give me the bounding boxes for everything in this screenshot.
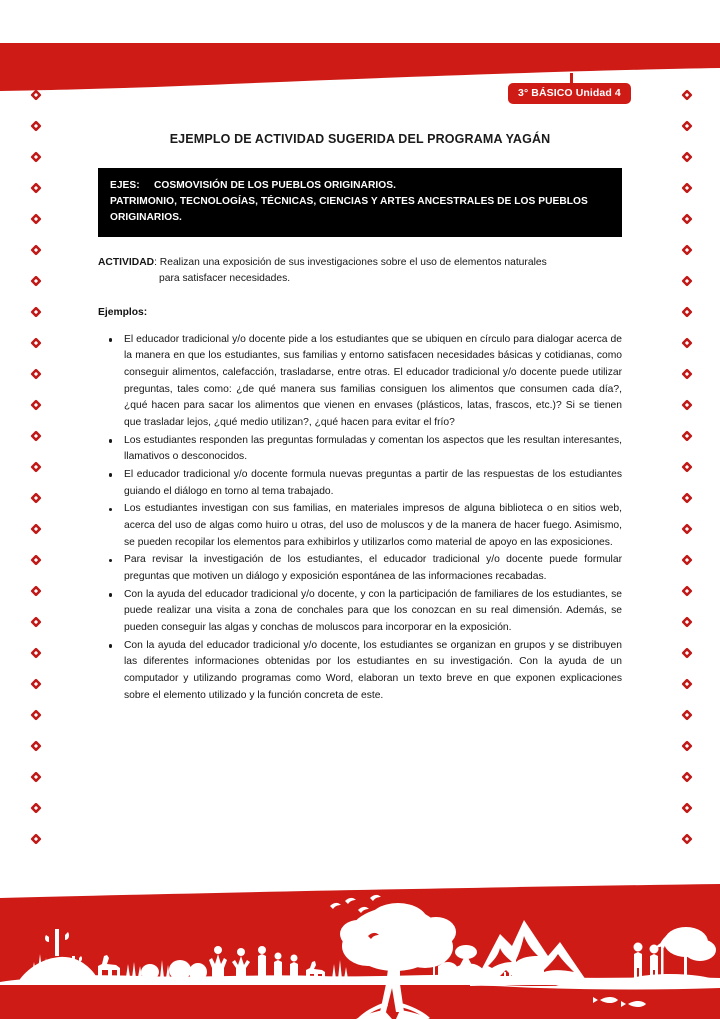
diamond-icon bbox=[682, 646, 693, 659]
document-content bbox=[98, 120, 622, 705]
diamond-icon bbox=[682, 801, 693, 814]
diamond-icon bbox=[682, 367, 693, 380]
landscape-silhouette bbox=[0, 884, 720, 1019]
diamond-icon bbox=[31, 522, 42, 535]
diamond-icon bbox=[31, 212, 42, 225]
diamond-icon bbox=[31, 88, 42, 101]
diamond-icon bbox=[682, 584, 693, 597]
diamond-icon bbox=[31, 739, 42, 752]
ejes-black-box bbox=[98, 168, 622, 237]
diamond-icon bbox=[31, 801, 42, 814]
diamond-icon bbox=[31, 460, 42, 473]
diamond-icon bbox=[682, 832, 693, 845]
diamond-icon bbox=[31, 770, 42, 783]
diamond-icon bbox=[682, 181, 693, 194]
list-item: El educador tradicional y/o docente pide a los estudiantes que se ubiquen en círculo para dialogar acerca de la manera en que los estudiantes, sus familias y entorno satisfacen necesidades básicas y cotidianas, como conseguir alimentos, calefacción, trasladarse, entre otras. El educador tradicional y/o docente puede utilizar preguntas, tales como: ¿de qué manera sus familias consiguen los alimentos que consumen cada día?, ¿qué hacen para sacar los alimentos que vienen en envases (plásticos, latas, frascos, etc.)? Si se tienen que trasladar lejos, ¿qué medio utilizan?, ¿qué hacen para evitar el frío? bbox=[124, 332, 622, 432]
diamond-icon bbox=[682, 336, 693, 349]
diamond-icon bbox=[682, 460, 693, 473]
diamond-icon bbox=[31, 181, 42, 194]
diamond-icon bbox=[682, 491, 693, 504]
list-item: Los estudiantes investigan con sus familias, en materiales impresos de alguna biblioteca o en sitios web, acerca del uso de algas como huiro u otras, del uso de moluscos y de la manera de hacer fuego. Asimismo, se pueden recopilar los elementos para exhibirlos y utilizarlos como material de apoyo en las exposiciones. bbox=[124, 501, 622, 551]
diamond-icon bbox=[31, 677, 42, 690]
diamond-icon bbox=[31, 150, 42, 163]
diamond-icon bbox=[682, 429, 693, 442]
diamond-icon bbox=[31, 367, 42, 380]
list-item: Para revisar la investigación de los estudiantes, el educador tradicional y/o docente puede formular preguntas que motiven un diálogo y exposición espontánea de las informaciones recabadas. bbox=[124, 552, 622, 585]
diamond-icon bbox=[682, 274, 693, 287]
diamond-icon bbox=[682, 739, 693, 752]
diamond-icon bbox=[31, 553, 42, 566]
diamond-icon bbox=[31, 336, 42, 349]
diamond-icon bbox=[682, 615, 693, 628]
diamond-icon bbox=[31, 429, 42, 442]
diamond-icon bbox=[31, 305, 42, 318]
diamond-icon bbox=[682, 708, 693, 721]
page-title: EJEMPLO DE ACTIVIDAD SUGERIDA DEL PROGRAMA YAGÁN bbox=[169, 132, 551, 146]
diamond-icon bbox=[682, 88, 693, 101]
grade-unit-badge: 3° BÁSICO Unidad 4 bbox=[508, 83, 631, 104]
activity-label: ACTIVIDAD bbox=[98, 257, 155, 269]
ejes-second-line: PATRIMONIO, TECNOLOGÍAS, TÉCNICAS, CIENCIAS Y ARTES ANCESTRALES DE LOS PUEBLOS ORIGINARIOS. bbox=[110, 196, 588, 224]
diamond-icon bbox=[682, 770, 693, 783]
list-item: El educador tradicional y/o docente formula nuevas preguntas a partir de las respuestas de los estudiantes guiando el diálogo en torno al tema trabajado. bbox=[124, 467, 622, 500]
list-item: Con la ayuda del educador tradicional y/o docente, los estudiantes se organizan en grupos y se distribuyen las diferentes informaciones obtenidas por los estudiantes en su investigación. Con la ayuda de un computador y utilizando programas como Word, elaboran un texto breve en que exponen explicaciones sobre el elemento utilizado y la función concreta de este. bbox=[124, 638, 622, 705]
list-item: Los estudiantes responden las preguntas formuladas y comentan los aspectos que les resultan interesantes, llamativos o desconocidos. bbox=[124, 433, 622, 466]
diamond-icon bbox=[31, 832, 42, 845]
examples-list bbox=[98, 332, 622, 705]
diamond-icon bbox=[31, 615, 42, 628]
diamond-icon bbox=[31, 646, 42, 659]
diamond-icon bbox=[31, 708, 42, 721]
diamond-icon bbox=[682, 243, 693, 256]
diamond-icon bbox=[31, 584, 42, 597]
examples-heading: Ejemplos: bbox=[98, 306, 148, 318]
activity-paragraph bbox=[98, 255, 622, 286]
list-item: Con la ayuda del educador tradicional y/o docente, y con la participación de familiares de los estudiantes, se puede realizar una visita a zona de conchales para que los conozcan en su real dimensión. Además, se pueden conseguir las algas y conchas de moluscos para incorporar en la exposición. bbox=[124, 587, 622, 637]
diamond-icon bbox=[682, 553, 693, 566]
activity-text-continued: para satisfacer necesidades. bbox=[159, 272, 291, 284]
diamond-icon bbox=[682, 522, 693, 535]
diamond-icon bbox=[31, 243, 42, 256]
diamond-icon bbox=[31, 491, 42, 504]
activity-text: : Realizan una exposición de sus investigaciones sobre el uso de elementos naturales bbox=[154, 257, 547, 269]
diamond-icon bbox=[31, 274, 42, 287]
diamond-icon bbox=[31, 398, 42, 411]
diamond-icon bbox=[682, 305, 693, 318]
left-diamond-rail bbox=[25, 88, 47, 878]
ejes-label: EJES: bbox=[110, 180, 140, 191]
diamond-icon bbox=[682, 119, 693, 132]
right-diamond-rail bbox=[676, 88, 698, 878]
footer-landscape-illustration bbox=[0, 884, 720, 1019]
ejes-first-line bbox=[110, 178, 610, 194]
diamond-icon bbox=[682, 150, 693, 163]
diamond-icon bbox=[682, 677, 693, 690]
diamond-icon bbox=[682, 398, 693, 411]
ejes-value-1: COSMOVISIÓN DE LOS PUEBLOS ORIGINARIOS. bbox=[154, 180, 396, 191]
diamond-icon bbox=[682, 212, 693, 225]
diamond-icon bbox=[31, 119, 42, 132]
